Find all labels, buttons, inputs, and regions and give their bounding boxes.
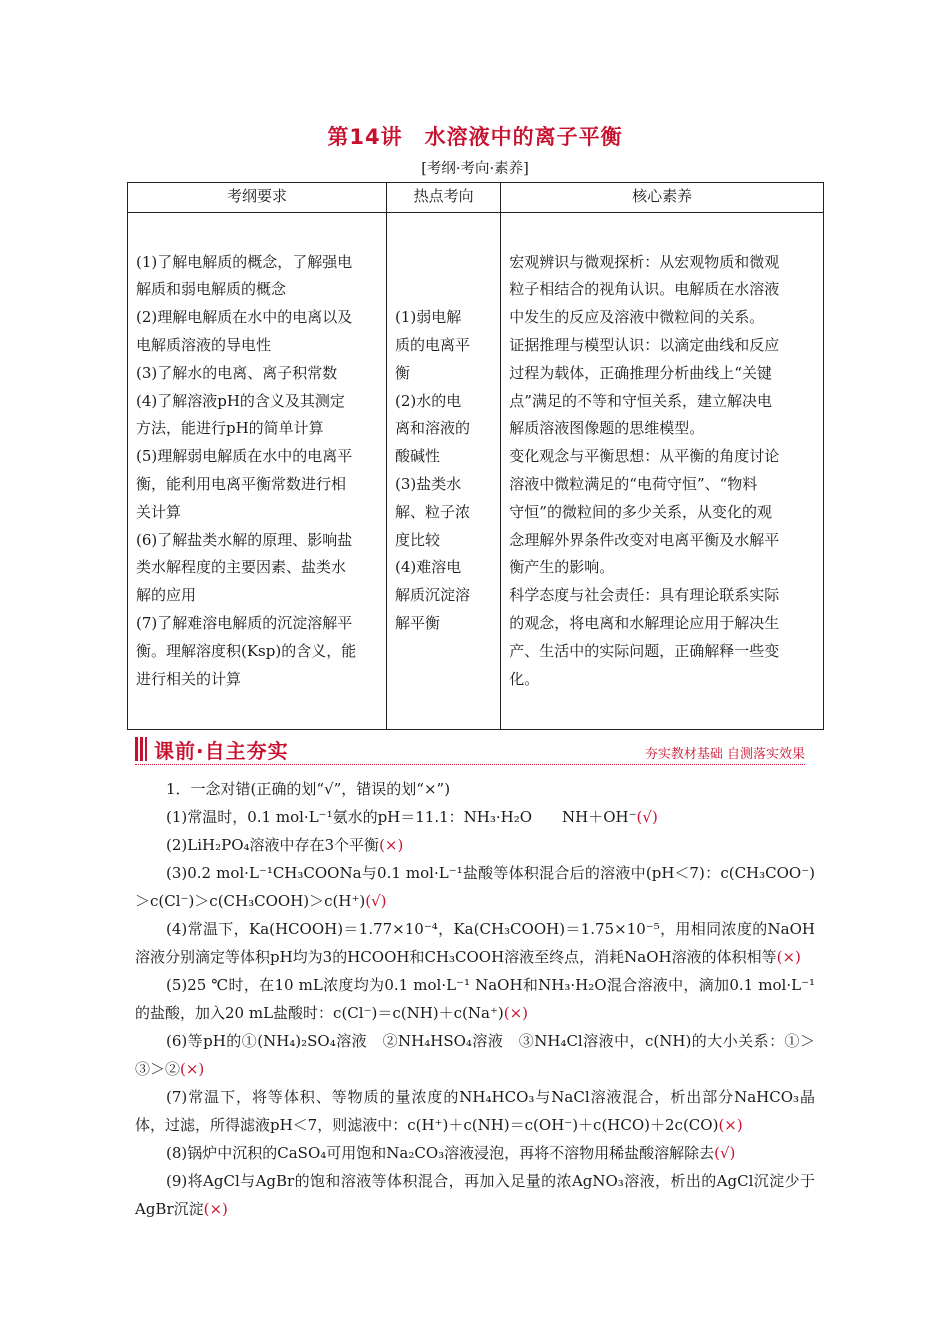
answer-mark: (×) <box>776 948 801 966</box>
requirements-table <box>127 182 824 730</box>
table-header: 核心素养 <box>501 183 824 213</box>
exercise-item <box>135 831 815 859</box>
cell-line: 的观念，将电离和水解理论应用于解决生 <box>509 613 780 632</box>
exercise-items <box>135 803 815 1223</box>
cell-line: (6)了解盐类水解的原理、影响盐 <box>136 530 353 549</box>
table-header-row <box>128 183 824 213</box>
exercise-text: (9)将AgCl与AgBr的饱和溶液等体积混合，再加入足量的浓AgNO₃溶液，析出的AgCl沉淀少于AgBr沉淀 <box>135 1172 815 1218</box>
page-title: 第14讲 水溶液中的离子平衡 <box>327 125 623 149</box>
cell-line: 解质和弱电解质的概念 <box>136 280 287 299</box>
cell-line: 方法，能进行pH的简单计算 <box>136 419 324 438</box>
exercise-item <box>135 803 815 831</box>
exercise-item <box>135 1027 815 1083</box>
exercise-text: (1)常温时，0.1 mol·L⁻¹氨水的pH＝11.1：NH₃·H₂O NH＋OH⁻ <box>166 808 637 826</box>
cell-line: 念理解外界条件改变对电离平衡及水解平 <box>509 530 780 549</box>
exercise-item <box>135 915 815 971</box>
cell-line: 衡 <box>394 363 410 382</box>
table-header: 考纲要求 <box>128 183 387 213</box>
answer-mark: (×) <box>379 836 404 854</box>
exercise-text: (8)锅炉中沉积的CaSO₄可用饱和Na₂CO₃溶液浸泡，再将不溶物用稀盐酸溶解除去 <box>166 1144 715 1162</box>
cell-line: (5)理解弱电解质在水中的电离平 <box>136 447 353 466</box>
cell-line: 解、粒子浓 <box>394 502 470 521</box>
cell-line: (2)理解电解质在水中的电离以及 <box>136 308 353 327</box>
exercise-item <box>135 1083 815 1139</box>
cell-line: 电解质溶液的导电性 <box>136 336 272 355</box>
cell-line: 解平衡 <box>394 613 440 632</box>
cell-line: 粒子相结合的视角认识。电解质在水溶液 <box>509 280 780 299</box>
cell-line: 离和溶液的 <box>394 419 470 438</box>
section-banner <box>135 735 805 763</box>
banner-stripe-icon <box>135 737 147 761</box>
answer-mark: (√) <box>365 892 387 910</box>
cell-line: 中发生的反应及溶液中微粒间的关系。 <box>509 308 765 327</box>
page-subtitle: [考纲·考向·素养] <box>421 161 529 177</box>
answer-mark: (×) <box>718 1116 743 1134</box>
cell-line: 解质溶液图像题的思维模型。 <box>509 419 705 438</box>
cell-line: 解的应用 <box>136 586 197 605</box>
cell-line: (2)水的电 <box>394 391 462 410</box>
banner-slogan: 夯实教材基础 自测落实效果 <box>644 747 805 762</box>
cell-line: (7)了解难溶电解质的沉淀溶解平 <box>136 613 353 632</box>
cell-line: 进行相关的计算 <box>136 669 242 688</box>
cell-line: (4)了解溶液pH的含义及其测定 <box>136 391 345 410</box>
cell-line: 类水解程度的主要因素、盐类水 <box>136 558 347 577</box>
cell-line: 衡产生的影响。 <box>509 558 615 577</box>
cell-line: 化。 <box>509 669 540 688</box>
exercise-item <box>135 859 815 915</box>
cell-line: 衡，能利用电离平衡常数进行相 <box>136 475 347 493</box>
cell-line: (3)盐类水 <box>394 475 462 493</box>
exercise-text: (2)LiH₂PO₄溶液中存在3个平衡 <box>166 836 380 854</box>
answer-mark: (√) <box>636 808 658 826</box>
cell-line: 科学态度与社会责任：具有理论联系实际 <box>509 586 780 605</box>
cell-line: (3)了解水的电离、离子积常数 <box>136 363 338 382</box>
cell-line: (4)难溶电 <box>394 558 462 577</box>
exercise-intro: 1．一念对错(正确的划“√”，错误的划“×”) <box>166 780 451 798</box>
cell-line: 质的电离平 <box>394 336 470 355</box>
cell-line: 守恒”的微粒间的多少关系，从变化的观 <box>509 502 772 521</box>
cell-line: (1)了解电解质的概念，了解强电 <box>136 252 353 271</box>
hot-topics-cell <box>386 213 500 730</box>
exercise-item <box>135 1139 815 1167</box>
banner-divider <box>135 764 805 765</box>
exercise-text: (4)常温下，Ka(HCOOH)＝1.77×10⁻⁴，Ka(CH₃COOH)＝1.75×10⁻⁵，用相同浓度的NaOH溶液分别滴定等体积pH均为3的HCOOH和CH₃COOH溶液至终点，消耗NaOH溶液的体积相等 <box>135 920 815 966</box>
cell-line: 关计算 <box>136 502 182 521</box>
table-header: 热点考向 <box>386 183 500 213</box>
exercise-text: (6)等pH的①(NH₄)₂SO₄溶液 ②NH₄HSO₄溶液 ③NH₄Cl溶液中，c(NH)的大小关系：①＞③＞② <box>135 1032 815 1078</box>
cell-line: 衡。理解溶度积(Ksp)的含义，能 <box>136 641 357 660</box>
answer-mark: (×) <box>503 1004 529 1022</box>
answer-mark: (×) <box>203 1200 228 1218</box>
exercise-text: (7)常温下，将等体积、等物质的量浓度的NH₄HCO₃与NaCl溶液混合，析出部分NaHCO₃晶体，过滤，所得滤液pH＜7，则滤液中：c(H⁺)＋c(NH)＝c(OH⁻)＋c(HCO)＋2c(CO) <box>135 1088 815 1134</box>
cell-line: 宏观辨识与微观探析：从宏观物质和微观 <box>509 252 780 271</box>
answer-mark: (√) <box>714 1144 736 1162</box>
cell-line: 解质沉淀溶 <box>394 586 470 605</box>
exercise-list <box>135 775 815 1223</box>
exercise-item <box>135 1167 815 1223</box>
exercise-text: (3)0.2 mol·L⁻¹CH₃COONa与0.1 mol·L⁻¹盐酸等体积混合后的溶液中(pH＜7)：c(CH₃COO⁻)＞c(Cl⁻)＞c(CH₃COOH)＞c(H⁺) <box>135 864 815 910</box>
table-row <box>128 213 824 730</box>
cell-line: 产、生活中的实际问题，正确解释一些变 <box>509 641 780 660</box>
cell-line: 度比较 <box>394 530 440 549</box>
core-literacy-cell <box>501 213 824 730</box>
banner-title: 课前·自主夯实 <box>154 739 289 763</box>
cell-line: 溶液中微粒满足的“电荷守恒”、“物料 <box>509 475 758 493</box>
answer-mark: (×) <box>180 1060 205 1078</box>
cell-line: (1)弱电解 <box>394 308 462 327</box>
exercise-text: (5)25 ℃时，在10 mL浓度均为0.1 mol·L⁻¹ NaOH和NH₃·H₂O混合溶液中，滴加0.1 mol·L⁻¹的盐酸，加入20 mL盐酸时：c(Cl⁻)＝c(NH)＋c(Na⁺) <box>135 976 815 1022</box>
cell-line: 酸碱性 <box>394 447 440 466</box>
cell-line: 证据推理与模型认识：以滴定曲线和反应 <box>509 336 780 355</box>
cell-line: 过程为载体，正确推理分析曲线上“关键 <box>509 363 772 382</box>
exam-requirements-cell <box>128 213 387 730</box>
exercise-item <box>135 971 815 1027</box>
cell-line: 变化观念与平衡思想：从平衡的角度讨论 <box>509 447 780 466</box>
cell-line: 点”满足的不等和守恒关系，建立解决电 <box>509 391 772 410</box>
